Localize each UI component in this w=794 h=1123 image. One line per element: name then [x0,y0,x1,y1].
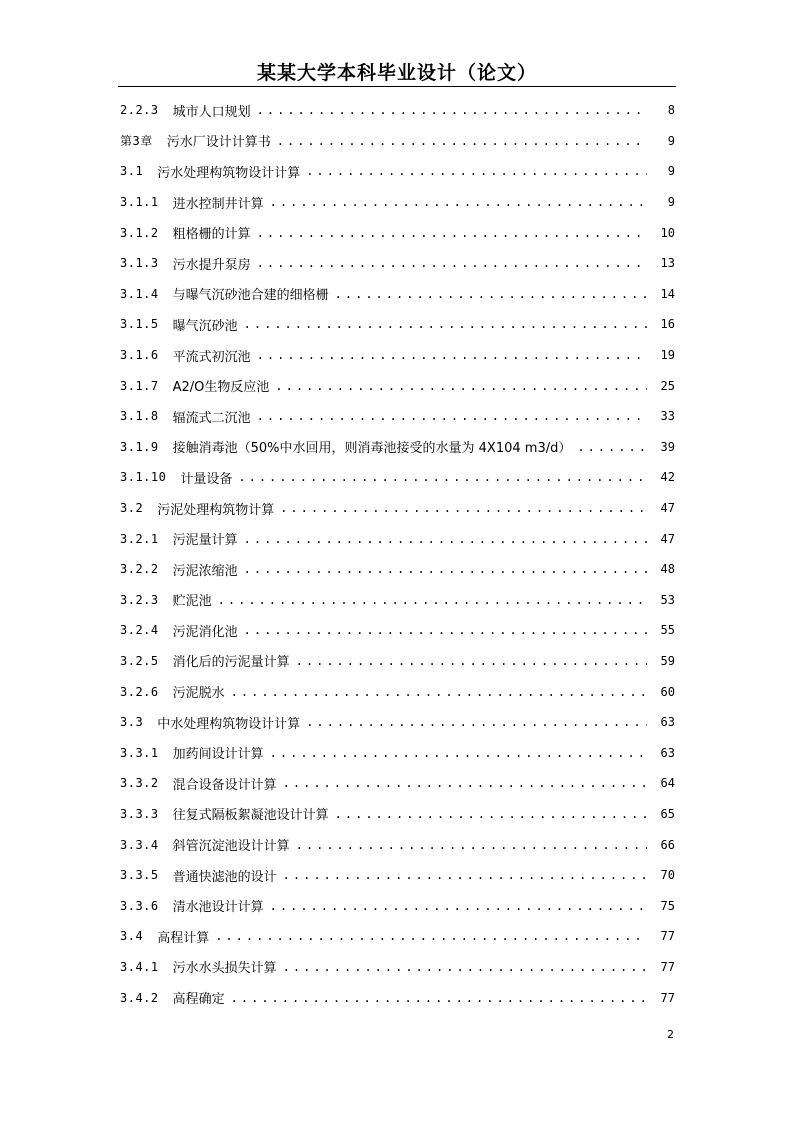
toc-entry-number: 3.3.3 [120,806,159,821]
toc-entry-page: 65 [660,806,675,821]
toc-entry-number: 3.1.2 [120,225,159,240]
toc-entry[interactable] [120,432,675,463]
toc-entry-number: 3.4.2 [120,990,159,1005]
toc-entry[interactable] [120,982,675,1013]
toc-entry-title: 消化后的污泥量计算 [172,655,290,671]
toc-entry-title: 普通快滤池的设计 [172,869,277,885]
toc-dot-leader [283,960,647,974]
toc-entry[interactable] [120,768,675,799]
toc-entry-number: 3.2.5 [120,653,159,668]
toc-entry[interactable] [120,890,675,921]
toc-entry[interactable] [120,860,675,891]
toc-entry-page: 10 [660,225,675,240]
toc-dot-leader [270,899,647,913]
toc-entry-title: 计量设备 [180,471,233,487]
toc-entry-number: 3.2.3 [120,592,159,607]
toc-entry-page: 47 [660,531,675,546]
toc-entry-page: 77 [660,959,675,974]
toc-entry-number: 3.3.1 [120,745,159,760]
toc-entry-page: 9 [667,195,675,210]
toc-dot-leader [231,991,647,1005]
toc-entry-title: 污泥量计算 [172,533,238,549]
toc-entry-title: 污水提升泵房 [172,257,251,273]
toc-entry-title: 城市人口规划 [172,104,251,120]
toc-entry-number: 第3章 [120,134,153,149]
toc-entry-number: 3.3.4 [120,837,159,852]
toc-entry-number: 3.3.2 [120,776,159,791]
toc-entry-title: 高程计算 [157,930,210,946]
toc-entry[interactable] [120,217,675,248]
toc-entry-title: 中水处理构筑物设计计算 [157,716,301,732]
toc-entry-page: 25 [660,378,675,393]
toc-entry-number: 3.3.5 [120,868,159,883]
toc-entry-title: 辐流式二沉池 [172,410,251,426]
toc-entry-title: 贮泥池 [172,594,212,610]
toc-entry[interactable] [120,554,675,585]
toc-entry-page: 47 [660,501,675,516]
toc-entry-title: 平流式初沉池 [172,349,251,365]
toc-entry-title: 混合设备设计计算 [172,777,277,793]
toc-entry-page: 59 [660,653,675,668]
toc-entry[interactable] [120,585,675,616]
toc-entry-number: 3.2 [120,501,144,516]
toc-entry-page: 60 [660,684,675,699]
toc-dot-leader [270,746,647,760]
toc-entry[interactable] [120,309,675,340]
toc-dot-leader [231,685,647,699]
toc-entry-page: 70 [660,868,675,883]
toc-entry[interactable] [120,493,675,524]
toc-entry[interactable] [120,401,675,432]
toc-entry[interactable] [120,156,675,187]
toc-entry-page: 9 [667,133,675,148]
toc-entry-number: 3.4 [120,929,144,944]
toc-dot-leader [275,379,647,393]
header-rule [118,86,676,87]
toc-entry-title: 污水水头损失计算 [172,961,277,977]
toc-entry[interactable] [120,187,675,218]
toc-entry-page: 63 [660,715,675,730]
toc-dot-leader [280,501,647,515]
toc-dot-leader [283,868,647,882]
toc-entry[interactable] [120,707,675,738]
toc-entry[interactable] [120,370,675,401]
toc-entry-title: 与曝气沉砂池合建的细格栅 [172,288,329,304]
toc-dot-leader [335,807,647,821]
toc-entry-page: 14 [660,286,675,301]
toc-entry-number: 3.1.4 [120,286,159,301]
page-number: 2 [667,1028,674,1041]
toc-entry-number: 3.4.1 [120,959,159,974]
toc-dot-leader [257,226,647,240]
toc-entry-page: 48 [660,562,675,577]
toc-entry-page: 63 [660,745,675,760]
toc-entry-title: 高程确定 [172,992,225,1008]
toc-entry-page: 33 [660,409,675,424]
toc-dot-leader [215,929,647,943]
toc-dot-leader [244,317,647,331]
toc-entry-page: 77 [660,990,675,1005]
toc-dot-leader [306,164,647,178]
toc-entry[interactable] [120,95,675,126]
toc-entry[interactable] [120,279,675,310]
toc-entry-page: 42 [660,470,675,485]
toc-entry-page: 75 [660,898,675,913]
toc-entry[interactable] [120,340,675,371]
toc-entry-page: 53 [660,592,675,607]
toc-entry[interactable] [120,462,675,493]
toc-entry-number: 3.1.8 [120,409,159,424]
toc-entry-page: 16 [660,317,675,332]
toc-dot-leader [277,134,647,148]
toc-entry[interactable] [120,799,675,830]
toc-entry-title: 污泥处理构筑物计算 [157,502,275,518]
toc-entry-number: 3.2.6 [120,684,159,699]
toc-entry-page: 19 [660,348,675,363]
toc-entry-page: 55 [660,623,675,638]
toc-dot-leader [257,348,647,362]
toc-entry-number: 3.1.6 [120,348,159,363]
toc-entry-title: A2/O生物反应池 [172,380,270,396]
toc-entry[interactable] [120,676,675,707]
toc-entry[interactable] [120,646,675,677]
toc-entry-number: 3.1.10 [120,470,167,485]
toc-entry-page: 13 [660,256,675,271]
toc-entry-number: 3.1.3 [120,256,159,271]
toc-entry-title: 污泥脱水 [172,686,225,702]
toc-entry[interactable] [120,829,675,860]
table-of-contents [120,95,675,1013]
toc-entry[interactable] [120,952,675,983]
toc-dot-leader [577,440,647,454]
toc-entry-title: 加药间设计计算 [172,747,264,763]
toc-entry-title: 污泥消化池 [172,624,238,640]
toc-dot-leader [257,409,647,423]
toc-entry-title: 污泥浓缩池 [172,563,238,579]
toc-entry-title: 往复式隔板絮凝池设计计算 [172,808,329,824]
toc-entry-page: 9 [667,164,675,179]
toc-entry-page: 64 [660,776,675,791]
toc-dot-leader [218,593,647,607]
toc-entry[interactable] [120,921,675,952]
toc-dot-leader [335,287,647,301]
toc-entry-title: 接触消毒池（50%中水回用，则消毒池接受的水量为 4X104 m3/d） [172,441,572,457]
toc-entry-page: 8 [667,103,675,118]
toc-entry-number: 3.1.9 [120,439,159,454]
toc-entry-page: 39 [660,439,675,454]
toc-entry[interactable] [120,615,675,646]
toc-entry-title: 斜管沉淀池设计计算 [172,839,290,855]
toc-dot-leader [270,195,647,209]
toc-entry[interactable] [120,737,675,768]
toc-dot-leader [244,532,647,546]
toc-entry-number: 3.1.5 [120,317,159,332]
toc-entry-number: 3.1 [120,164,144,179]
toc-entry-number: 3.2.1 [120,531,159,546]
toc-dot-leader [296,654,647,668]
toc-entry-title: 曝气沉砂池 [172,318,238,334]
toc-dot-leader [306,715,647,729]
toc-entry-number: 3.1.1 [120,195,159,210]
toc-entry-number: 3.3 [120,715,144,730]
toc-dot-leader [257,256,647,270]
toc-entry-title: 污水处理构筑物设计计算 [157,165,301,181]
toc-dot-leader [238,470,647,484]
toc-dot-leader [244,623,647,637]
toc-entry-number: 3.3.6 [120,898,159,913]
toc-entry-number: 2.2.3 [120,103,159,118]
toc-entry-page: 66 [660,837,675,852]
toc-dot-leader [296,838,647,852]
toc-entry-number: 3.2.2 [120,562,159,577]
toc-entry[interactable] [120,248,675,279]
toc-entry[interactable] [120,523,675,554]
toc-dot-leader [283,776,647,790]
toc-dot-leader [257,103,647,117]
toc-entry-title: 清水池设计计算 [172,900,264,916]
toc-entry-title: 粗格栅的计算 [172,227,251,243]
toc-entry-number: 3.1.7 [120,378,159,393]
document-header-title: 某某大学本科毕业设计（论文） [256,62,537,84]
toc-entry-page: 77 [660,929,675,944]
toc-entry[interactable] [120,126,675,157]
toc-entry-title: 污水厂设计计算书 [166,135,271,151]
toc-entry-number: 3.2.4 [120,623,159,638]
toc-dot-leader [244,562,647,576]
toc-entry-title: 进水控制井计算 [172,196,264,212]
